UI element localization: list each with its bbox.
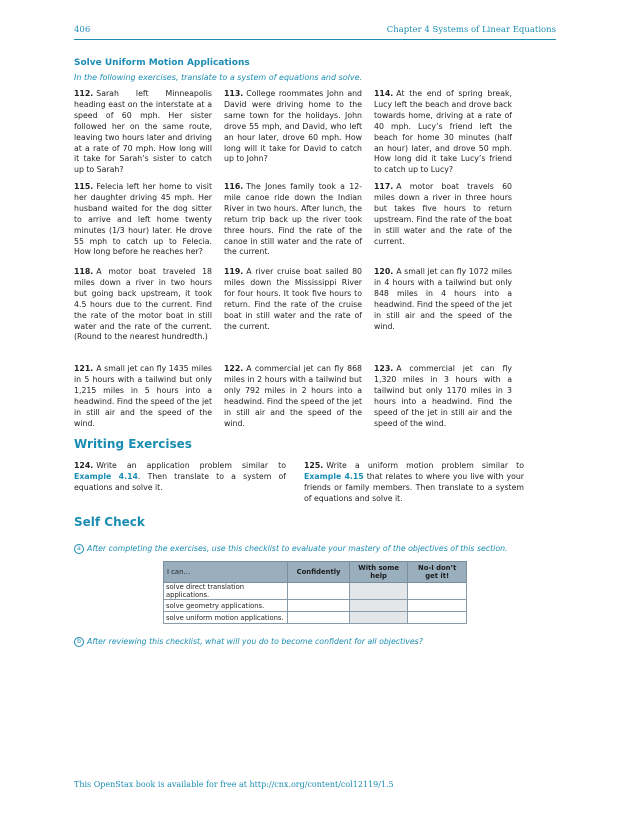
col-header-with-some-help: With some help — [349, 562, 408, 583]
checkbox-cell[interactable] — [288, 583, 350, 600]
exercise-119: 119. A river cruise boat sailed 80 miles down the Mississippi River for four hours. It took five hours to return. Find the rate of the cruise boat in still water and the rate of the current. — [224, 267, 362, 331]
checkbox-cell[interactable] — [349, 600, 408, 612]
chapter-title: Chapter 4 Systems of Linear Equations — [386, 25, 556, 35]
exercise-row — [74, 364, 512, 429]
exercise-115: 115. Felecia left her home to visit her daughter driving 45 mph. Her husband waited for the dog sitter to arrive and left home twenty minutes (1/3 hour) later. He drove 55 mph to catch up to Felecia. How long before he reaches her? — [74, 182, 212, 257]
objective-label: solve direct translation applications. — [164, 583, 288, 600]
exercise-120: 120. A small jet can fly 1072 miles in 4 hours with a tailwind but only 848 miles in 4 hours into a headwind. Find the speed of the jet in still air and the speed of the wind. — [374, 267, 512, 331]
self-check-question-b: b After reviewing this checklist, what will you do to become confident for all objectives? — [74, 637, 423, 647]
exercise-row — [74, 182, 512, 258]
table-row — [164, 600, 467, 612]
circled-letter-a: a — [74, 544, 84, 554]
footer-text: This OpenStax book is available for free at http://cnx.org/content/col12119/1.5 — [74, 780, 394, 789]
checkbox-cell[interactable] — [349, 612, 408, 624]
circled-letter-b: b — [74, 637, 84, 647]
page-number: 406 — [74, 25, 91, 35]
checkbox-cell[interactable] — [408, 583, 467, 600]
example-link[interactable]: Example 4.14 — [74, 471, 138, 481]
exercise-122: 122. A commercial jet can fly 868 miles in 2 hours with a tailwind but only 792 miles in 2 hours into a headwind. Find the speed of the jet in still air and the speed of the wind. — [224, 364, 362, 428]
col-header-confidently: Confidently — [288, 562, 350, 583]
exercise-114: 114. At the end of spring break, Lucy left the beach and drove back towards home, driving at a rate of 40 mph. Lucy’s friend left the beach for home 30 minutes (half an hour) later, and drove 50 mph. How long did it take Lucy’s friend to catch up to Lucy? — [374, 89, 512, 175]
checkbox-cell[interactable] — [408, 612, 467, 624]
objective-label: solve geometry applications. — [164, 600, 288, 612]
table-row — [164, 583, 467, 600]
writing-exercises — [74, 461, 524, 505]
checkbox-cell[interactable] — [288, 612, 350, 624]
header-rule — [74, 39, 556, 40]
self-check-table — [163, 561, 467, 624]
exercise-121: 121. A small jet can fly 1435 miles in 5 hours with a tailwind but only 1,215 miles in 5 hours into a headwind. Find the speed of the jet in still air and the speed of the wind. — [74, 364, 212, 428]
col-header-i-can: I can… — [164, 562, 288, 583]
exercise-125: 125. Write a uniform motion problem similar to Example 4.15 that relates to where you live with your friends or family members. Then translate to a system of equations and solve it. — [304, 461, 524, 503]
exercise-124: 124. Write an application problem similar to Example 4.14. Then translate to a system of equations and solve it. — [74, 461, 286, 492]
exercise-123: 123. A commercial jet can fly 1,320 miles in 3 hours with a tailwind but only 1170 miles in 3 hours into a headwind. Find the speed of the jet in still air and the speed of the wind. — [374, 364, 512, 428]
self-check-heading: Self Check — [74, 515, 145, 529]
writing-exercises-heading: Writing Exercises — [74, 437, 192, 451]
exercise-113: 113. College roommates John and David were driving home to the same town for the holidays. John drove 55 mph, and David, who left an hour later, drove 60 mph. How long will it take for David to catch up to John? — [224, 89, 362, 164]
example-link[interactable]: Example 4.15 — [304, 471, 364, 481]
self-check-question-a: a After completing the exercises, use this checklist to evaluate your mastery of the objectives of this section. — [74, 544, 508, 554]
exercise-row — [74, 267, 512, 343]
section-instructions: In the following exercises, translate to a system of equations and solve. — [74, 73, 363, 82]
objective-label: solve uniform motion applications. — [164, 612, 288, 624]
checkbox-cell[interactable] — [408, 600, 467, 612]
checkbox-cell[interactable] — [349, 583, 408, 600]
exercise-116: 116. The Jones family took a 12-mile canoe ride down the Indian River in two hours. After lunch, the return trip back up the river took three hours. Find the rate of the canoe in still water and the rate of the current. — [224, 182, 362, 257]
exercise-118: 118. A motor boat traveled 18 miles down a river in two hours but going back upstream, it took 4.5 hours due to the current. Find the rate of the motor boat in still water and the rate of the current. (Round to the nearest hundredth.) — [74, 267, 212, 342]
table-row — [164, 612, 467, 624]
section-title: Solve Uniform Motion Applications — [74, 58, 250, 68]
exercise-112: 112. Sarah left Minneapolis heading east on the interstate at a speed of 60 mph. Her sister followed her on the same route, leaving two hours later and driving at a rate of 70 mph. How long will it take for Sarah’s sister to catch up to Sarah? — [74, 89, 212, 175]
exercise-row — [74, 89, 512, 176]
exercise-117: 117. A motor boat travels 60 miles down a river in three hours but takes five hours to return upstream. Find the rate of the boat in still water and the rate of the current. — [374, 182, 512, 246]
checkbox-cell[interactable] — [288, 600, 350, 612]
col-header-dont-get-it: No-I don’t get it! — [408, 562, 467, 583]
